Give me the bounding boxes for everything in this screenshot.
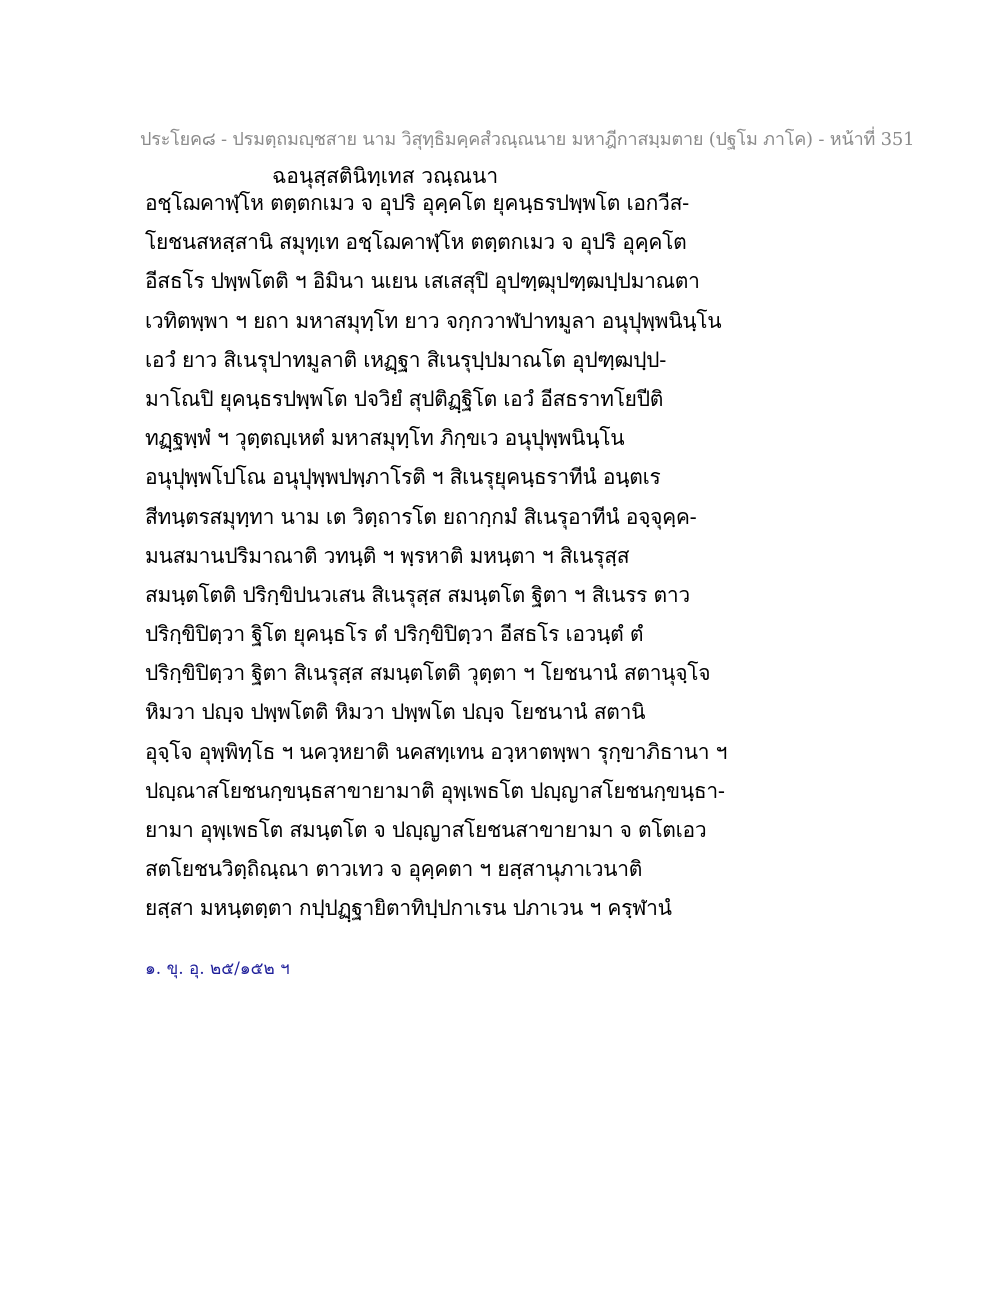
text-line: มนสมานปริมาณาติ วทนฺติ ฯ พฺรหาติ มหนฺตา ฯ สิเนรุสฺส [145,543,630,568]
text-line: มาโณปิ ยุคนฺธรปพฺพโต ปจวิยํ สุปติฏฺฐิโต เอวํ อีสธราทโยปีติ [145,386,664,411]
text-line: ปญฺณาสโยชนกฺขนฺธสาขายามาติ อุพฺเพธโต ปญฺญาสโยชนกฺขนฺธา- [145,778,725,803]
section-title: ฉอนุสฺสตินิทฺเทส วณฺณนา [272,164,499,188]
text-line: ยสฺสา มหนฺตตฺตา กปฺปฏฺฐายิตาทิปฺปกาเรน ปภาเวน ฯ ครฺฬานํ [145,896,672,921]
text-line: อีสธโร ปพฺพโตติ ฯ อิมินา นเยน เสเสสุปิ อุปฑฺฒุปฑฺฒปฺปมาณตา [145,269,700,294]
text-line: สีทนฺตรสมุทฺทา นาม เต วิตฺถารโต ยถากฺกมํ สิเนรุอาทีนํ อจฺจุคฺค- [145,504,697,529]
text-line: เอวํ ยาว สิเนรุปาทมูลาติ เหฏฺฐา สิเนรุปฺปมาณโต อุปฑฺฒปฺป- [145,347,667,372]
text-line: สตโยชนวิตฺถิณฺณา ตาวเทว จ อุคฺคตา ฯ ยสฺสานุภาเวนาติ [145,857,643,882]
text-line: อุจฺโจ อุพฺพิทฺโธ ฯ นควฺหยาติ นคสทฺเทน อวฺหาตพฺพา รุกฺขาภิธานา ฯ [145,739,728,764]
text-line: หิมวา ปญฺจ ปพฺพโตติ หิมวา ปพฺพโต ปญฺจ โยชนานํ สตานิ [145,700,646,725]
footnote: ๑. ขุ. อุ. ๒๕/๑๕๒ ฯ [145,959,290,979]
text-line: ปริกฺขิปิตฺวา ฐิโต ยุคนฺธโร ตํ ปริกฺขิปิตฺวา อีสธโร เอวนฺตํ ตํ [145,622,644,647]
text-line: เวทิตพฺพา ฯ ยถา มหาสมุทฺโท ยาว จกฺกวาฬปาทมูลา อนุปุพฺพนินฺโน [145,308,722,333]
text-line: อนุปุพฺพโปโณ อนุปุพฺพปพฺภาโรติ ฯ สิเนรุยุคนฺธราทีนํ อนฺตเร [145,465,661,490]
running-header: ประโยค๘ - ปรมตฺถมญฺชสาย นาม วิสุทฺธิมคฺคสํวณฺณนาย มหาฎีกาสมฺมตาย (ปฐโม ภาโค) - หน้าที่ 351 [140,129,915,150]
text-line: ปริกฺขิปิตฺวา ฐิตา สิเนรุสฺส สมนฺตโตติ วุตฺตา ฯ โยชนานํ สตานุจฺโจ [145,661,711,686]
text-line: ยามา อุพฺเพธโต สมนฺตโต จ ปญฺญาสโยชนสาขายามา จ ตโตเอว [145,818,707,842]
text-line: อชฺโฌคาฬฺโห ตตฺตกเมว จ อุปริ อุคฺคโต ยุคนฺธรปพฺพโต เอกวีส- [145,191,689,215]
text-line: สมนฺตโตติ ปริกฺขิปนวเสน สิเนรุสฺส สมนฺตโต ฐิตา ฯ สิเนรร ตาว [145,582,690,607]
text-line: โยชนสหสฺสานิ สมุทฺเท อชฺโฌคาฬฺโห ตตฺตกเมว จ อุปริ อุคฺคโต [145,230,687,255]
text-line: ทฏฺฐพฺพํ ฯ วุตฺตญฺเหตํ มหาสมุทฺโท ภิกฺขเว อนุปุพฺพนินฺโน [145,426,625,451]
body-text [145,184,865,929]
